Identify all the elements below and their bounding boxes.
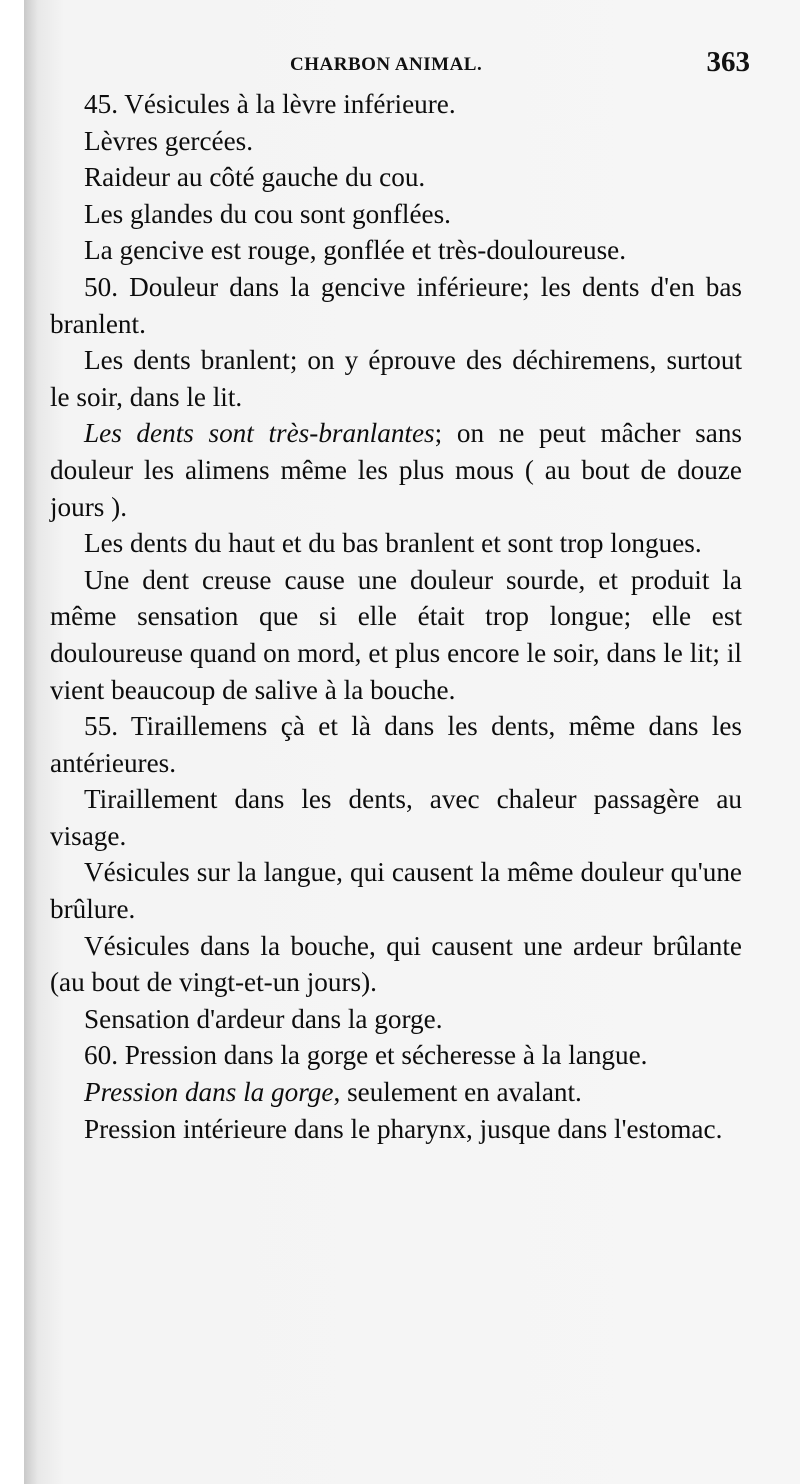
paragraph: 45. Vésicules à la lèvre inférieure. [84,89,456,119]
paragraph: Les dents du haut et du bas branlent et sont trop longues. [84,528,702,559]
paragraph: Vésicules dans la bouche, qui causent une ardeur brûlante (au bout de vingt-et-un jours). [50,930,742,998]
paragraph: 55. Tiraillemens çà et là dans les dents, même dans les antérieures. [50,711,742,778]
body-text [50,86,742,1147]
paragraph: Les dents sont très-branlantes; on ne peut mâcher sans douleur les alimens même les plus mous ( au bout de douze jours ). [50,418,742,522]
paragraph: Les glandes du cou sont gonflées. [84,198,451,229]
italic-phrase: Les dents sont très-branlantes [84,418,435,449]
paragraph: Une dent creuse cause une douleur sourde, et produit la même sensation que si elle était trop longue; elle est douloureuse quand on mord, et plus encore le soir, dans le lit; il vient beaucoup de salive à la bouche. [50,564,742,705]
paragraph: Sensation d'ardeur dans la gorge. [84,1003,443,1034]
page-header [50,44,750,84]
paragraph: 50. Douleur dans la gencive inférieure; les dents d'en bas branlent. [50,271,742,339]
paragraph: Pression dans la gorge, seulement en avalant. [84,1077,582,1108]
paragraph: 60. Pression dans la gorge et sécheresse à la langue. [84,1040,648,1071]
italic-phrase: Pression dans la gorge [84,1077,334,1108]
paragraph: Tiraillement dans les dents, avec chaleur passagère au visage. [50,784,742,851]
page-margin [0,0,24,1484]
paragraph: Les dents branlent; on y éprouve des déchiremens, surtout le soir, dans le lit. [50,345,742,412]
paragraph: Pression intérieure dans le pharynx, jusque dans l'estomac. [84,1113,723,1144]
paragraph: Raideur au côté gauche du cou. [84,162,426,193]
running-title: CHARBON ANIMAL. [290,54,483,75]
paragraph: La gencive est rouge, gonflée et très-douloureuse. [84,235,627,266]
page-number: 363 [706,46,750,78]
paragraph: Lèvres gercées. [84,125,254,156]
paragraph: Vésicules sur la langue, qui causent la même douleur qu'une brûlure. [50,857,742,925]
